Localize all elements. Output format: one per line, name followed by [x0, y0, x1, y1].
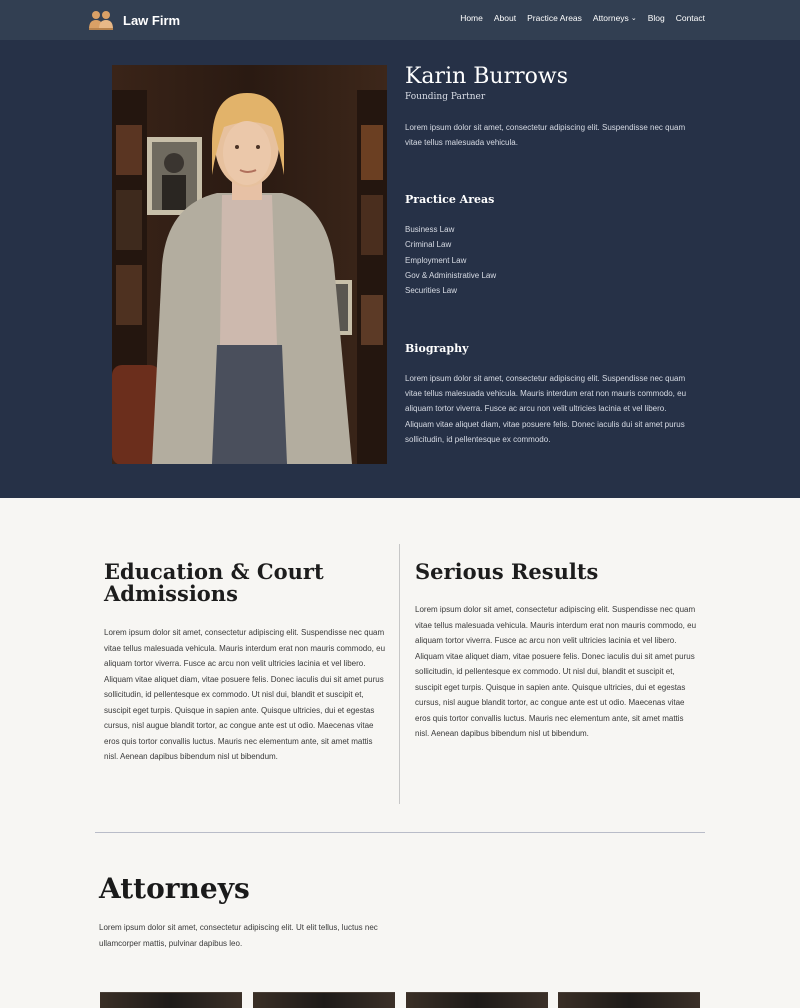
attorney-photo: [112, 65, 387, 464]
attorney-role: Founding Partner: [405, 92, 486, 102]
attorney-card-image: [253, 993, 395, 1008]
main-nav: [460, 13, 705, 23]
nav-practice-areas[interactable]: [527, 13, 582, 23]
nav-contact-label: Contact: [675, 13, 705, 23]
education-text: Lorem ipsum dolor sit amet, consectetur adipiscing elit. Suspendisse nec quam vitae tellus malesuada vehicula. Mauris interdum erat non mauris commodo, eu aliquam tortor viverra. Fusce ac arcu non velit ultricies lacinia et vel libero. Aliquam vitae aliquet diam, vitae posuere felis. Donec iaculis dui sit amet purus sollicitudin, id pellentesque ex commodo. Ut nisl dui, blandit et suscipit et, suscipit eget turpis. Quisque in sapien ante. Quisque ultricies, dui et egestas cursus, nisl augue blandit tortor, ac congue ante est ut odio. Maecenas vitae eros quis tortor convallis luctus. Mauris nec elementum ante, sit amet mattis nisl. Aenean dapibus bibendum nisl ut bibendum.: [104, 628, 386, 761]
attorney-card[interactable]: [406, 992, 548, 1008]
chevron-down-icon: ⌄: [630, 15, 637, 22]
nav-home-label: Home: [460, 13, 483, 23]
brand-name: Law Firm: [123, 12, 181, 28]
attorney-card-image: [100, 993, 242, 1008]
practice-area-item: Gov & Administrative Law: [405, 270, 497, 280]
brand[interactable]: [88, 8, 180, 32]
attorney-card[interactable]: [100, 992, 242, 1008]
site-header: [0, 0, 800, 40]
nav-contact[interactable]: [676, 13, 705, 23]
nav-practice-areas-label: Practice Areas: [527, 13, 582, 23]
nav-attorneys[interactable]: [593, 13, 637, 23]
column-divider: [399, 544, 400, 804]
practice-areas-heading: Practice Areas: [405, 193, 495, 206]
nav-attorneys-label: Attorneys: [592, 13, 629, 23]
attorney-intro: Lorem ipsum dolor sit amet, consectetur adipiscing elit. Suspendisse nec quam vitae tellus malesuada vehicula.: [405, 123, 686, 147]
biography-heading: Biography: [405, 342, 469, 355]
practice-area-item: Business Law: [405, 225, 455, 234]
attorney-card-image: [406, 993, 548, 1008]
attorney-name: Karin Burrows: [405, 64, 569, 89]
practice-area-item: Criminal Law: [405, 240, 452, 250]
nav-blog-label: Blog: [647, 13, 665, 23]
nav-blog[interactable]: [648, 13, 665, 23]
education-title: Education & Court Admissions: [104, 559, 324, 606]
attorney-profile-hero: [0, 40, 800, 498]
attorneys-intro: Lorem ipsum dolor sit amet, consectetur adipiscing elit. Ut elit tellus, luctus nec ullamcorper mattis, pulvinar dapibus leo.: [99, 923, 378, 948]
attorney-card[interactable]: [558, 992, 700, 1008]
biography-text: Lorem ipsum dolor sit amet, consectetur adipiscing elit. Suspendisse nec quam vitae tellus malesuada vehicula. Mauris interdum erat non mauris commodo, eu aliquam tortor viverra. Fusce ac arcu non velit ultricies lacinia et vel libero. Aliquam vitae aliquet diam, vitae posuere felis. Donec iaculis dui sit amet purus sollicitudin, id pellentesque ex commodo.: [405, 374, 687, 444]
practice-area-item: Employment Law: [405, 255, 467, 265]
two-people-icon: [88, 9, 114, 31]
section-divider: [95, 832, 705, 833]
attorney-card[interactable]: [253, 992, 395, 1008]
results-title: Serious Results: [415, 559, 599, 584]
practice-areas-list: [405, 222, 496, 298]
nav-home[interactable]: [460, 13, 483, 23]
practice-area-item: Securities Law: [405, 286, 458, 296]
attorney-card-image: [558, 993, 700, 1008]
nav-about-label: About: [493, 13, 517, 23]
nav-about[interactable]: [494, 13, 516, 23]
results-text: Lorem ipsum dolor sit amet, consectetur adipiscing elit. Suspendisse nec quam vitae tellus malesuada vehicula. Mauris interdum erat non mauris commodo, eu aliquam tortor viverra. Fusce ac arcu non velit ultricies lacinia et vel libero. Aliquam vitae aliquet diam, vitae posuere felis. Donec iaculis dui sit amet purus sollicitudin, id pellentesque ex commodo. Ut nisl dui, blandit et suscipit et, suscipit eget turpis. Quisque in sapien ante. Quisque ultricies, dui et egestas cursus, nisl augue blandit tortor, ac congue ante est ut odio. Maecenas vitae eros quis tortor convallis luctus. Mauris nec elementum ante, sit amet mattis nisl. Aenean dapibus bibendum nisl ut bibendum.: [415, 605, 697, 738]
attorneys-title: Attorneys: [99, 872, 250, 905]
